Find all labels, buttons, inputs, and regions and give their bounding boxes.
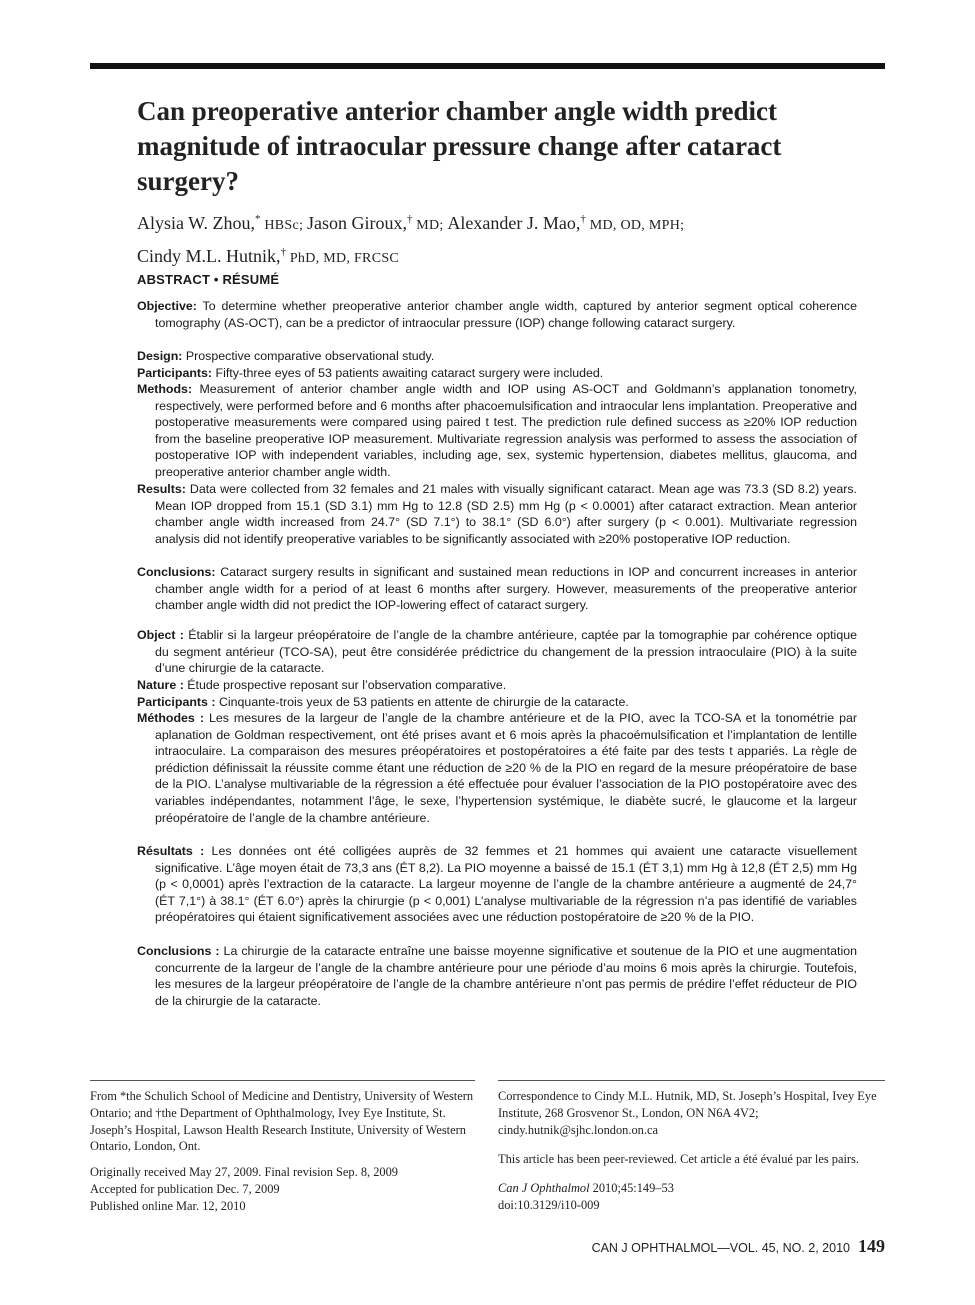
section-text: Prospective comparative observational study. <box>182 349 435 363</box>
author-line-2 <box>137 239 877 272</box>
citation-journal: Can J Ophthalmol <box>498 1181 590 1195</box>
page-footer <box>592 1236 885 1257</box>
section-label: Results: <box>137 482 186 496</box>
author-name: Alexander J. Mao, <box>447 213 581 233</box>
section-text: Cataract surgery results in significant and sustained mean reductions in IOP and concurrent increases in anterior chamber angle width for a period of at least 6 months after surgery. However, measurements of the preoperative anterior chamber angle width did not predict the IOP-lowering effect of cataract surgery. <box>155 565 857 613</box>
section-text: Les mesures de la largeur de l’angle de la chambre antérieure et de la PIO, avec la TCO-SA et la tonométrie par aplanation de Goldman respectivement, ont été prises avant et 6 mois après la phacoémulsification et l’implantation de lentille intraoculaire. La comparaison des mesures préopératoires et postopératoires a été faite par des tests t appariés. La règle de prédiction définissait la réussite comme étant une réduction de ≥20 % de la PIO en regard de la mesure préopératoire de base de la PIO. L’analyse multivariable de la régression a été effectuée pour évaluer l’association de la PIO postopératoire avec des variables indépendantes, notamment l’âge, le sexe, l’hypertension systémique, le diabète sucré, le glaucome et la largeur préopératoire de l’angle de la chambre antérieure. <box>155 711 857 825</box>
abstract-methods <box>137 381 857 481</box>
author-list <box>137 206 877 272</box>
section-label: Nature : <box>137 678 184 692</box>
section-label: Participants: <box>137 366 213 380</box>
citation-block <box>498 1180 885 1214</box>
resume-conclusions <box>137 943 857 1009</box>
resume-nature <box>137 677 857 694</box>
publication-history <box>90 1164 475 1214</box>
citation <box>498 1180 885 1197</box>
section-text: Étude prospective reposant sur l’observation comparative. <box>183 678 507 692</box>
author-degree: MD, OD, MPH; <box>585 218 685 233</box>
abstract-objective <box>137 298 857 331</box>
section-label: Conclusions : <box>137 944 220 958</box>
section-label: Object : <box>137 628 184 642</box>
section-label: Methods: <box>137 382 193 396</box>
affiliation-mark: † <box>406 213 413 225</box>
section-text: Les données ont été colligées auprès de 32 femmes et 21 hommes qui avaient une cataracte visuellement significative. L’âge moyen était de 73,3 ans (ÉT 8,2). La PIO moyenne a baissé de 15.1 (ÉT 3,1) mm Hg à 12,8 (ÉT 2,5) mm Hg (p < 0,0001) après l’extraction de la cataracte. La largeur moyenne de l’angle de la chambre antérieure a augmenté de 24,7° (ÉT 7,1°) à 38.1° (ÉT 6.0°) après la chirurgie (p < 0,001) L’analyse multivariable de la régression n’a pas identifié de variables préopératoires qui étaient significativement associées avec une réduction postopératoire de ≥20 % de la PIO. <box>155 844 857 925</box>
section-label: Participants : <box>137 695 216 709</box>
correspondence-note: Correspondence to Cindy M.L. Hutnik, MD, St. Joseph’s Hospital, Ivey Eye Institute, 268 Grosvenor St., London, ON N6A 4V2; cindy.hutnik@sjhc.london.on.ca <box>498 1089 877 1137</box>
doi: doi:10.3129/i10-009 <box>498 1197 600 1212</box>
resume-methodes <box>137 710 857 826</box>
abstract-participants <box>137 365 857 382</box>
affiliation-mark: * <box>255 213 261 225</box>
section-label: Design: <box>137 349 183 363</box>
journal-line: CAN J OPHTHALMOL—VOL. 45, NO. 2, 2010 <box>591 1241 850 1255</box>
affiliation-mark: † <box>580 213 586 225</box>
page-number: 149 <box>858 1236 885 1256</box>
author-line-1 <box>137 206 877 239</box>
author-degree: HBSc; <box>260 218 307 233</box>
section-text: Fifty-three eyes of 53 patients awaiting cataract surgery were included. <box>212 366 604 380</box>
article-title: Can preoperative anterior chamber angle width predict magnitude of intraocular pressure change after cataract surgery? <box>137 96 782 196</box>
author-degree: PhD, MD, FRCSC <box>286 251 400 266</box>
section-text: Établir si la largeur préopératoire de l’angle de la chambre antérieure, captée par la tomographie par cohérence optique du segment antérieur (TCO-SA), peut être considérée prédictrice du changement de la pression intraoculaire (PIO) à la suite d’une chirurgie de la cataracte. <box>155 628 857 676</box>
section-text: Cinquante-trois yeux de 53 patients en attente de chirurgie de la cataracte. <box>215 695 629 709</box>
section-text: To determine whether preoperative anterior chamber angle width, captured by anterior segment optical coherence tomography (AS-OCT), can be a predictor of intraocular pressure (IOP) change following cataract surgery. <box>155 299 857 330</box>
footnote-rule-left <box>90 1080 475 1081</box>
section-label: Méthodes : <box>137 711 204 725</box>
abstract-heading: ABSTRACT • RÉSUMÉ <box>137 272 280 287</box>
author-degree: MD; <box>412 218 448 233</box>
author-name: Alysia W. Zhou, <box>137 213 256 233</box>
citation-volume: 2010;45:149–53 <box>589 1181 674 1195</box>
author-name: Cindy M.L. Hutnik, <box>137 246 281 266</box>
section-label: Objective: <box>137 299 197 313</box>
resume-participants <box>137 694 857 711</box>
section-text: La chirurgie de la cataracte entraîne une baisse moyenne significative et soutenue de la PIO et une augmentation concurrente de la largeur de l’angle de la chambre antérieure pour une période d’au moins 6 mois après la chirurgie. Toutefois, les mesures de la largeur préopératoire de l’angle de la chambre antérieure n’ont pas permis de prédire l’effet réducteur de PIO de la chirurgie de la cataracte. <box>155 944 857 1008</box>
received-date: Originally received May 27, 2009. Final revision Sep. 8, 2009 <box>90 1165 398 1179</box>
section-text: Measurement of anterior chamber angle width and IOP using AS-OCT and Goldmann’s applanation tonometry, respectively, were performed before and 6 months after phacoemulsification and intraocular lens implantation. Preoperative and postoperative measurements were compared using paired t test. The prediction rule defined success as ≥20% IOP reduction from the baseline preoperative IOP measurement. Multivariate regression analysis was performed to assess the association of postoperative IOP with independent variables, including age, sex, systemic hypertension, diabetes mellitus, glaucoma, and preoperative anterior chamber angle width. <box>155 382 857 479</box>
affiliation-mark: † <box>280 246 287 258</box>
abstract-results <box>137 481 857 547</box>
author-name: Jason Giroux, <box>306 213 407 233</box>
resume-object <box>137 627 857 677</box>
resume-resultats <box>137 843 857 926</box>
abstract-design <box>137 348 857 365</box>
accepted-date: Accepted for publication Dec. 7, 2009 <box>90 1181 280 1196</box>
published-date: Published online Mar. 12, 2010 <box>90 1198 246 1213</box>
section-text: Data were collected from 32 females and 21 males with visually significant cataract. Mean age was 73.3 (SD 8.2) years. Mean IOP dropped from 15.1 (SD 3.1) mm Hg to 12.8 (SD 2.5) mm Hg (p < 0.0001) after cataract extraction. Mean anterior chamber angle width increased from 24.7° (SD 7.1°) to 38.1° (SD 6.0°) after surgery (p < 0.001). Multivariate regression analysis did not identify preoperative variables to be significantly associated with ≥20% postoperative IOP reduction. <box>155 482 857 546</box>
section-label: Résultats : <box>137 844 205 858</box>
footnote-rule-right <box>498 1080 885 1081</box>
affiliation-note: From *the Schulich School of Medicine and Dentistry, University of Western Ontario; and †the Department of Ophthalmology, Ivey Eye Institute, St. Joseph’s Hospital, Lawson Health Research Institute, University of Western Ontario, London, Ont. <box>90 1089 474 1154</box>
top-rule <box>90 63 885 69</box>
peer-review-note: This article has been peer-reviewed. Cet article a été évalué par les pairs. <box>498 1152 859 1166</box>
section-label: Conclusions: <box>137 565 216 579</box>
abstract-conclusions <box>137 564 857 614</box>
